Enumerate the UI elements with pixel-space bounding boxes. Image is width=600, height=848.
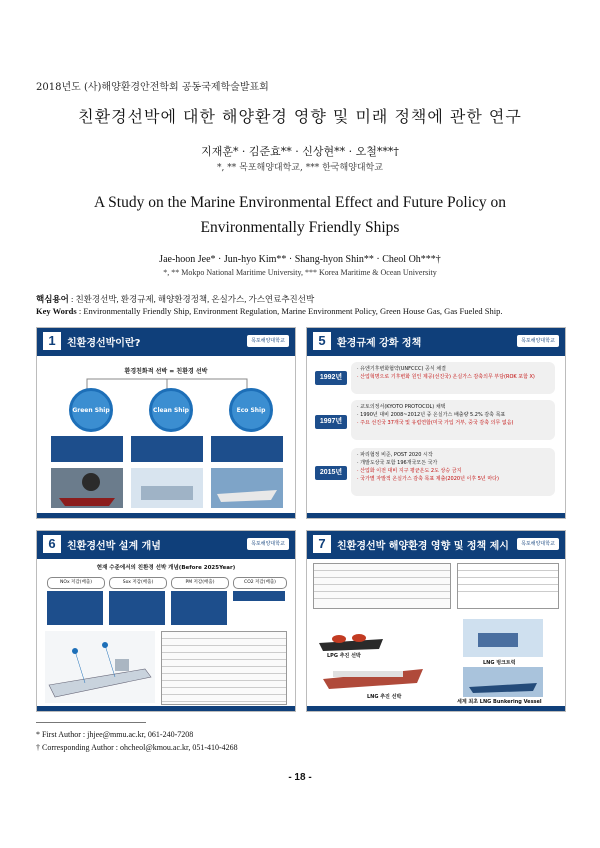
caption-lng-ship: LNG 추진 선박 bbox=[367, 694, 402, 700]
slide-7 bbox=[306, 530, 566, 712]
affiliation-english: *, ** Mokpo National Maritime University, *** Korea Maritime & Ocean University bbox=[163, 268, 437, 277]
footnote-divider bbox=[36, 722, 146, 723]
slide-header bbox=[37, 328, 295, 356]
green-ship-circle: Green Ship bbox=[69, 388, 113, 432]
green-ship-desc bbox=[51, 436, 123, 462]
slide-number: 6 bbox=[43, 535, 61, 553]
year-badge-1997: 1997년 bbox=[315, 415, 347, 429]
keywords-english-label: Key Words bbox=[36, 306, 77, 316]
sox-header: Sox 저감(배출) bbox=[109, 577, 167, 589]
policy-line: · 산업화 이전 대비 지구 평균온도 2도 상승 금지 bbox=[357, 468, 462, 474]
slide-6 bbox=[36, 530, 296, 712]
university-logo: 목포해양대학교 bbox=[517, 538, 559, 550]
keywords-korean-text: : 친환경선박, 환경규제, 해양환경정책, 온실가스, 가스연료추진선박 bbox=[68, 294, 315, 304]
pm-body bbox=[171, 591, 227, 625]
slide-footer-bar bbox=[37, 706, 295, 711]
co2-body bbox=[233, 591, 285, 601]
authors-korean: 지재훈* · 김준효** · 신상현** · 오철***† bbox=[201, 145, 399, 158]
slide-header bbox=[307, 328, 565, 356]
policy-line: · 파리협정 비준, POST 2020 시작 bbox=[357, 452, 433, 458]
co2-header: CO2 저감(배출) bbox=[233, 577, 287, 589]
pm-header: PM 저감(배출) bbox=[171, 577, 229, 589]
policy-notes bbox=[457, 563, 559, 609]
slide-number: 7 bbox=[313, 535, 331, 553]
keywords-korean bbox=[36, 293, 314, 305]
keywords-english bbox=[36, 306, 503, 316]
slide-1 bbox=[36, 327, 296, 519]
slide-footer-bar bbox=[307, 513, 565, 518]
page-number: - 18 - bbox=[288, 772, 312, 783]
caption-lng-bunkering-vessel: 세계 최초 LNG Bunkering Vessel bbox=[457, 699, 542, 705]
footnote-first-author: * First Author : jhjee@mmu.ac.kr, 061-240-7208 bbox=[36, 730, 194, 739]
university-logo: 목포해양대학교 bbox=[247, 335, 289, 347]
slide-header bbox=[307, 531, 565, 559]
policy-2015 bbox=[351, 448, 555, 496]
policy-line: · 산업혁명으로 기후변화 원인 제공(선진국) 온실가스 감축의무 부담(ROK 포함 X) bbox=[357, 374, 535, 380]
eco-ship-desc bbox=[211, 436, 283, 462]
university-logo: 목포해양대학교 bbox=[517, 335, 559, 347]
paper-title-korean: 친환경선박에 대한 해양환경 영향 및 미래 정책에 관한 연구 bbox=[78, 107, 522, 126]
year-badge-1992: 1992년 bbox=[315, 371, 347, 385]
slide-5 bbox=[306, 327, 566, 519]
slide-title: 환경규제 강화 정책 bbox=[337, 338, 422, 349]
nox-header: NOx 저감(배출) bbox=[47, 577, 105, 589]
university-logo: 목포해양대학교 bbox=[247, 538, 289, 550]
paper-title-english bbox=[60, 190, 540, 240]
clean-ship-desc bbox=[131, 436, 203, 462]
policy-line: · 개발도상국 포함 196개국모든 국가 bbox=[357, 460, 438, 466]
conference-header: 2018년도 (사)해양환경안전학회 공동국제학술발표회 bbox=[36, 82, 269, 93]
slide-footer-bar bbox=[37, 513, 295, 518]
clean-ship-circle: Clean Ship bbox=[149, 388, 193, 432]
ship-design-diagram bbox=[45, 631, 155, 703]
title-en-line2: Environmentally Friendly Ships bbox=[200, 219, 400, 236]
slide-title: 친환경선박 해양환경 영향 및 정책 제시 bbox=[337, 541, 509, 552]
caption-lng-bunker-truck: LNG 벙크트럭 bbox=[483, 660, 516, 666]
keywords-english-text: : Environmentally Friendly Ship, Environment Regulation, Marine Environment Policy, Green House Gas, Gas Fueled Ship. bbox=[76, 306, 503, 316]
year-badge-2015: 2015년 bbox=[315, 466, 347, 480]
policy-1997 bbox=[351, 400, 555, 440]
footnote-corresponding-author: † Corresponding Author : ohcheol@kmou.ac.kr, 051-410-4268 bbox=[36, 743, 238, 752]
slide-number: 5 bbox=[313, 332, 331, 350]
policy-line: · 교토의정서(KYOTO PROTOCOL) 채택 bbox=[357, 404, 446, 410]
policy-line: · 국가별 자발적 온실가스 감축 목표 제출(2020년 이후 5년 마다) bbox=[357, 476, 499, 482]
reduction-measures-table bbox=[161, 631, 287, 705]
ship-images bbox=[51, 468, 283, 508]
slide-number: 1 bbox=[43, 332, 61, 350]
sox-body bbox=[109, 591, 165, 625]
keywords-korean-label: 핵심용어 bbox=[36, 294, 69, 304]
title-en-line1: A Study on the Marine Environmental Effect and Future Policy on bbox=[93, 194, 507, 211]
nox-body bbox=[47, 591, 103, 625]
affiliation-korean: *, ** 목포해양대학교, *** 한국해양대학교 bbox=[217, 163, 383, 173]
slide-title: 친환경선박 설계 개념 bbox=[67, 541, 161, 552]
policy-line: · 주요 선진국 37개국 및 유럽연합(미국 가입 거부, 중국 감축 의무 없음) bbox=[357, 420, 514, 426]
policy-1992 bbox=[351, 362, 555, 394]
slide-title: 친환경선박이란? bbox=[67, 338, 141, 349]
caption-lpg-ship: LPG 추진 선박 bbox=[327, 653, 361, 659]
slide-subtitle: 환경친화적 선박 = 친환경 선박 bbox=[124, 368, 208, 375]
slide-subtitle: 현재 수준에서의 친환경 선박 개념(Before 2025Year) bbox=[96, 565, 236, 571]
slide-header bbox=[37, 531, 295, 559]
authors-english: Jae-hoon Jee* · Jun-hyo Kim** · Shang-hyon Shin** · Cheol Oh***† bbox=[159, 254, 441, 265]
policy-line: · 유엔기후변화협약(UNFCCC) 공식 채결 bbox=[357, 366, 446, 372]
eco-ship-circle: Eco Ship bbox=[229, 388, 273, 432]
policy-line: · 1990년 대비 2008~2012년 중 온실가스 배출량 5.2% 감축 목표 bbox=[357, 412, 506, 418]
emission-table bbox=[313, 563, 451, 609]
slide-footer-bar bbox=[307, 706, 565, 711]
